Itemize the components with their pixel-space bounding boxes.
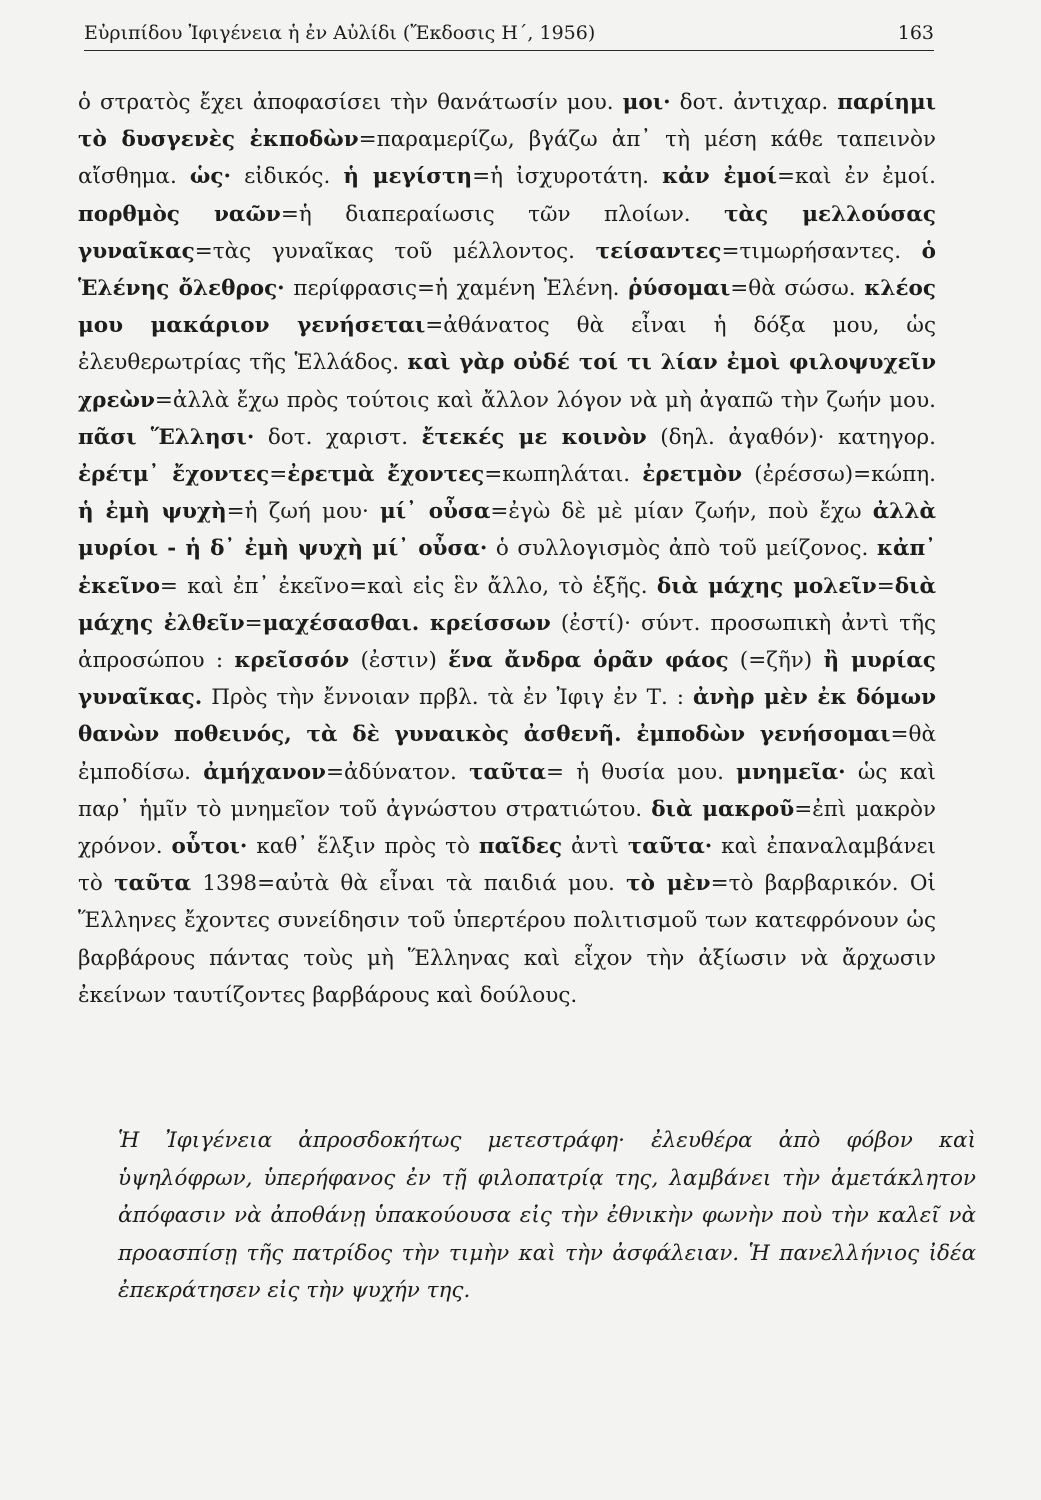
gloss-text: εἰδικός. (230, 164, 344, 190)
gloss-text: =ἀλλὰ ἔχω πρὸς τούτοις καὶ ἄλλον λόγον νὰ μὴ ἀγαπῶ τὴν ζωήν μου. (154, 387, 936, 413)
gloss-text: =ἐγὼ δὲ μὲ μίαν ζωήν, ποὺ ἔχω (490, 499, 873, 525)
lemma-term: κἀν ἐμοί (662, 164, 778, 190)
gloss-text: =τὸ βαρβαρικόν. Οἱ Ἕλληνες ἔχοντες συνείδησιν τοῦ ὑπερτέρου πολιτισμοῦ των κατεφρόνουν ὡς βαρβάρους πάντας τοὺς μὴ Ἕλληνας καὶ εἶχον τὴν ἀξίωσιν νὰ ἄρχωσιν ἐκείνων ταυτίζοντες βαρβάρους καὶ δούλους. (78, 871, 936, 1008)
lemma-term: διὰ μακροῦ (651, 796, 795, 822)
gloss-text: =παραμερίζω, βγάζω ἀπ᾽ τὴ μέση κάθε ταπεινὸν αἴσθημα. (78, 127, 936, 190)
gloss-text: (ἐστί)· σύντ. προσωπικὴ ἀντὶ τῆς ἀπροσώπου : (78, 610, 936, 674)
lemma-term: τὰς μελλούσας γυναῖκας (78, 201, 936, 264)
lemma-term: ταῦτα (114, 871, 192, 897)
gloss-text: δοτ. ἀντιχαρ. (670, 90, 838, 115)
gloss-text: =ἐπὶ μακρὸν χρόνον. (78, 796, 936, 860)
lemma-term: ἀνὴρ μὲν ἐκ δόμων θανὼν ποθεινός, τὰ δὲ γυναικὸς ἀσθενῆ. ἐμποδὼν γενήσομαι (78, 685, 936, 748)
lemma-term: μνημεῖα· (736, 759, 846, 785)
gloss-text: =τιμωρήσαντες. (721, 238, 922, 264)
summary-paragraph: Ἡ Ἰφιγένεια ἀπροσδοκήτως μετεστράφη· ἐλευθέρα ἀπὸ φόβον καὶ ὑψηλόφρων, ὑπερήφανος ἐν τῇ φιλοπατρίᾳ της, λαμβάνει τὴν ἀμετάκλητον ἀπόφασιν νὰ ἀποθάνῃ ὑπακούουσα εἰς τὴν ἐθνικὴν φωνὴν ποὺ τὴν καλεῖ νὰ προασπίσῃ τῆς πατρίδος τὴν τιμὴν καὶ τὴν ἀσφάλειαν. Ἡ πανελλήνιος ἰδέα ἐπεκράτησεν εἰς τὴν ψυχήν της. (118, 1128, 976, 1303)
gloss-text: (ἐστιν) (349, 648, 449, 674)
gloss-text: =κωπηλάται. (484, 462, 643, 488)
commentary-paragraph (78, 84, 936, 1014)
gloss-text: = ἡ θυσία μου. (546, 759, 737, 785)
gloss-text: ἀντὶ (562, 834, 628, 860)
lemma-term: ὁ Ἑλένης ὄλεθρος· (78, 238, 936, 302)
lemma-term: ταῦτα· (627, 834, 713, 860)
gloss-text: =ἡ ζωή μου· (226, 499, 380, 525)
lemma-term: ἢ μυρίας γυναῖκας. (78, 648, 936, 711)
gloss-text: καθ᾽ ἕλξιν πρὸς τὸ (247, 834, 479, 860)
gloss-text: 1398=αὐτὰ θὰ εἶναι τὰ παιδιά μου. (191, 871, 627, 897)
lemma-term: πορθμὸς ναῶν (78, 201, 281, 227)
lemma-term: κἀπ᾽ ἐκεῖνο (78, 536, 936, 599)
gloss-text: ὡς καὶ παρ᾽ ἡμῖν τὸ μνημεῖον τοῦ ἀγνώστου στρατιώτου. (78, 759, 936, 822)
gloss-text: =ἀδύνατον. (325, 759, 470, 785)
gloss-text: = καὶ ἐπ᾽ ἐκεῖνο=καὶ εἰς ἓν ἄλλο, τὸ ἑξῆς. (159, 573, 657, 599)
gloss-text: = (269, 462, 288, 488)
gloss-text: περίφρασις=ἡ χαμένη Ἑλένη. (284, 276, 629, 302)
lemma-term: ὡς· (189, 164, 231, 190)
lemma-term: παρίημι τὸ δυσγενὲς ἐκποδὼν (78, 90, 936, 153)
running-header (84, 14, 934, 51)
lemma-term: κλέος μου μακάριον γενήσεται (78, 276, 936, 339)
lemma-term: ἐρέτμ᾽ ἔχοντες (78, 462, 270, 488)
header-title: Εὐριπίδου Ἰφιγένεια ἡ ἐν Αὐλίδι (Ἔκδοσις Η΄, 1956) (84, 22, 596, 44)
lemma-term: διὰ μάχης ἐλθεῖν (78, 573, 937, 636)
lemma-term: ἀλλὰ μυρίοι - ἡ δ᾽ ἐμὴ ψυχὴ μί᾽ οὖσα· (78, 499, 936, 562)
gloss-text: (δηλ. ἀγαθόν)· κατηγορ. (646, 424, 936, 450)
gloss-text: =ἀθάνατος θὰ εἶναι ἡ δόξα μου, ὡς ἐλευθερωτρίας τῆς Ἑλλάδος. (78, 313, 936, 376)
lemma-term: μί᾽ οὖσα (380, 499, 491, 525)
lemma-term: ἐρετμὸν (642, 462, 743, 488)
gloss-text: = (876, 573, 895, 599)
lemma-term: οὗτοι· (171, 834, 248, 860)
gloss-text: =τὰς γυναῖκας τοῦ μέλλοντος. (194, 238, 596, 264)
lemma-term: κρεῖσσόν (234, 648, 350, 674)
lemma-term: ἡ ἐμὴ ψυχὴ (78, 499, 227, 525)
lemma-term: τὸ μὲν (626, 871, 711, 897)
lemma-term: μοι· (622, 90, 671, 115)
lemma-term: πᾶσι Ἕλλησι· (78, 424, 255, 450)
gloss-text: Πρὸς τὴν ἔννοιαν πρβλ. τὰ ἐν Ἰφιγ ἐν Τ. : (202, 685, 694, 711)
gloss-text: (=ζῆν) (728, 648, 824, 674)
lemma-term: ἔτεκές με κοινὸν (421, 424, 647, 450)
lemma-term: ἕνα ἄνδρα ὁρᾶν φάος (448, 648, 729, 674)
gloss-text: ὁ στρατὸς ἔχει ἀποφασίσει τὴν θανάτωσίν μου. (78, 90, 623, 115)
gloss-text: =θὰ ἐμποδίσω. (78, 722, 936, 785)
gloss-text: = (244, 610, 263, 636)
lemma-term: μαχέσασθαι. κρείσσων (262, 610, 551, 636)
gloss-text: (ἐρέσσω)=κώπη. (742, 462, 936, 488)
lemma-term: τείσαντες (595, 238, 722, 264)
lemma-term: παῖδες (478, 834, 563, 860)
gloss-text: =ἡ διαπεραίωσις τῶν πλοίων. (280, 201, 725, 227)
lemma-term: διὰ μάχης μολεῖν (656, 573, 877, 599)
gloss-text: δοτ. χαριστ. (254, 424, 422, 450)
gloss-text: =θὰ σώσω. (730, 276, 865, 302)
lemma-term: ταῦτα (469, 759, 547, 785)
gloss-text: καὶ ἐπαναλαμβάνει τὸ (78, 834, 936, 897)
gloss-text: ὁ συλλογισμὸς ἀπὸ τοῦ μείζονος. (487, 536, 877, 562)
lemma-term: καὶ γὰρ οὐδέ τοί τι λίαν ἐμοὶ φιλοψυχεῖν χρεὼν (78, 350, 936, 413)
gloss-text: =καὶ ἐν ἐμοί. (777, 164, 936, 190)
lemma-term: ἀμήχανον (203, 759, 326, 785)
lemma-term: ἡ μεγίστη (343, 164, 473, 190)
lemma-term: ῥύσομαι (628, 276, 731, 302)
gloss-text: =ἡ ἰσχυροτάτη. (472, 164, 663, 190)
lemma-term: ἐρετμὰ ἔχοντες (287, 462, 485, 488)
page-number: 163 (897, 22, 934, 44)
